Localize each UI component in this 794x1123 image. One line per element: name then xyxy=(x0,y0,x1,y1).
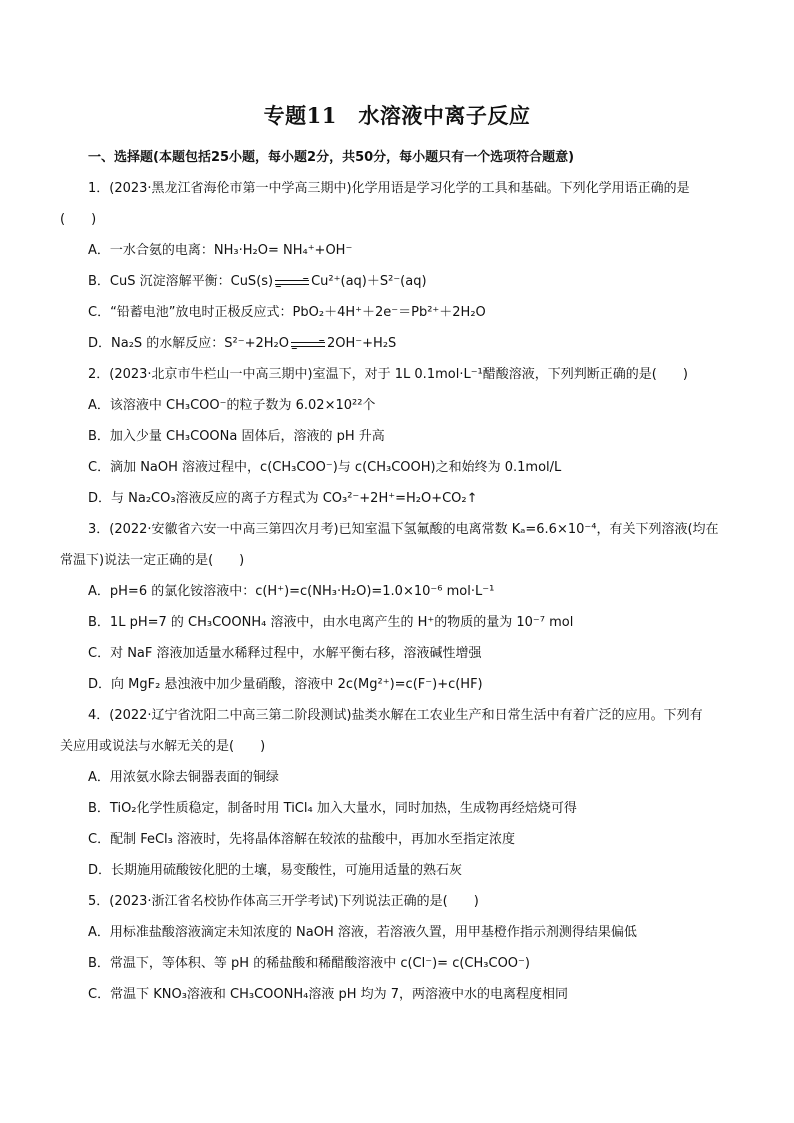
question-2-option-a: A．该溶液中 CH₃COO⁻的粒子数为 6.02×10²²个 xyxy=(88,398,376,413)
question-3-option-b: B．1L pH=7 的 CH₃COONH₄ 溶液中，由水电离产生的 H⁺的物质的量为 10⁻⁷ mol xyxy=(88,615,574,630)
question-3-stem: 3．(2022·安徽省六安一中高三第四次月考)已知室温下氢氟酸的电离常数 Kₐ=6.6×10⁻⁴，有关下列溶液(均在 xyxy=(88,522,719,537)
question-5-option-c: C．常温下 KNO₃溶液和 CH₃COONH₄溶液 pH 均为 7，两溶液中水的电离程度相同 xyxy=(88,987,569,1002)
question-4-option-a: A．用浓氨水除去铜器表面的铜绿 xyxy=(88,770,279,785)
question-1-option-a: A．一水合氨的电离：NH₃·H₂O= NH₄⁺+OH⁻ xyxy=(88,243,353,258)
question-1-stem: 1．(2023·黑龙江省海伦市第一中学高三期中)化学用语是学习化学的工具和基础。下列化学用语正确的是 xyxy=(88,181,690,196)
question-1-option-c: C．“铅蓄电池”放电时正极反应式：PbO₂＋4H⁺＋2e⁻＝Pb²⁺＋2H₂O xyxy=(88,305,486,320)
section-heading: 一、选择题(本题包括25小题，每小题2分，共50分，每小题只有一个选项符合题意) xyxy=(88,150,575,165)
question-5-option-b: B．常温下，等体积、等 pH 的稀盐酸和稀醋酸溶液中 c(Cl⁻)= c(CH₃COO⁻) xyxy=(88,956,530,971)
question-5-option-a: A．用标准盐酸溶液滴定未知浓度的 NaOH 溶液，若溶液久置，用甲基橙作指示剂测得结果偏低 xyxy=(88,925,637,940)
page-title: 专题11 水溶液中离子反应 xyxy=(263,103,531,128)
question-2-option-d: D．与 Na₂CO₃溶液反应的离子方程式为 CO₃²⁻+2H⁺=H₂O+CO₂↑ xyxy=(88,491,478,506)
question-3-option-c: C．对 NaF 溶液加适量水稀释过程中，水解平衡右移，溶液碱性增强 xyxy=(88,646,482,661)
question-3-stem-cont: 常温下)说法一定正确的是( ) xyxy=(60,553,245,568)
question-4-option-c: C．配制 FeCl₃ 溶液时，先将晶体溶解在较浓的盐酸中，再加水至指定浓度 xyxy=(88,832,516,847)
option-b-left: B．CuS 沉淀溶解平衡：CuS(s) xyxy=(88,274,274,289)
question-3-option-d: D．向 MgF₂ 悬浊液中加少量硝酸，溶液中 2c(Mg²⁺)=c(F⁻)+c(HF) xyxy=(88,677,483,692)
option-b-right: Cu²⁺(aq)＋S²⁻(aq) xyxy=(311,274,427,289)
question-1-stem-cont: ( ) xyxy=(60,212,97,227)
question-4-option-d: D．长期施用硫酸铵化肥的土壤，易变酸性，可施用适量的熟石灰 xyxy=(88,863,463,878)
option-d-left: D．Na₂S 的水解反应：S²⁻+2H₂O xyxy=(88,336,290,351)
question-4-stem-cont: 关应用或说法与水解无关的是( ) xyxy=(60,739,266,754)
question-2-option-b: B．加入少量 CH₃COONa 固体后，溶液的 pH 升高 xyxy=(88,429,385,444)
question-1-option-d xyxy=(88,332,396,351)
question-2-option-c: C．滴加 NaOH 溶液过程中，c(CH₃COO⁻)与 c(CH₃COOH)之和始终为 0.1mol/L xyxy=(88,460,562,475)
equilibrium-arrow-icon xyxy=(275,278,309,286)
question-3-option-a: A．pH=6 的氯化铵溶液中：c(H⁺)=c(NH₃·H₂O)=1.0×10⁻⁶ mol·L⁻¹ xyxy=(88,584,495,599)
equilibrium-arrow-icon xyxy=(291,340,325,348)
question-1-option-b xyxy=(88,270,427,289)
option-d-right: 2OH⁻+H₂S xyxy=(327,336,397,351)
question-4-option-b: B．TiO₂化学性质稳定，制备时用 TiCl₄ 加入大量水，同时加热，生成物再经焙烧可得 xyxy=(88,801,577,816)
question-4-stem: 4．(2022·辽宁省沈阳二中高三第二阶段测试)盐类水解在工农业生产和日常生活中有着广泛的应用。下列有 xyxy=(88,708,703,723)
question-5-stem: 5．(2023·浙江省名校协作体高三开学考试)下列说法正确的是( ) xyxy=(88,894,479,909)
question-2-stem: 2．(2023·北京市牛栏山一中高三期中)室温下，对于 1L 0.1mol·L⁻¹醋酸溶液，下列判断正确的是( ) xyxy=(88,367,688,382)
